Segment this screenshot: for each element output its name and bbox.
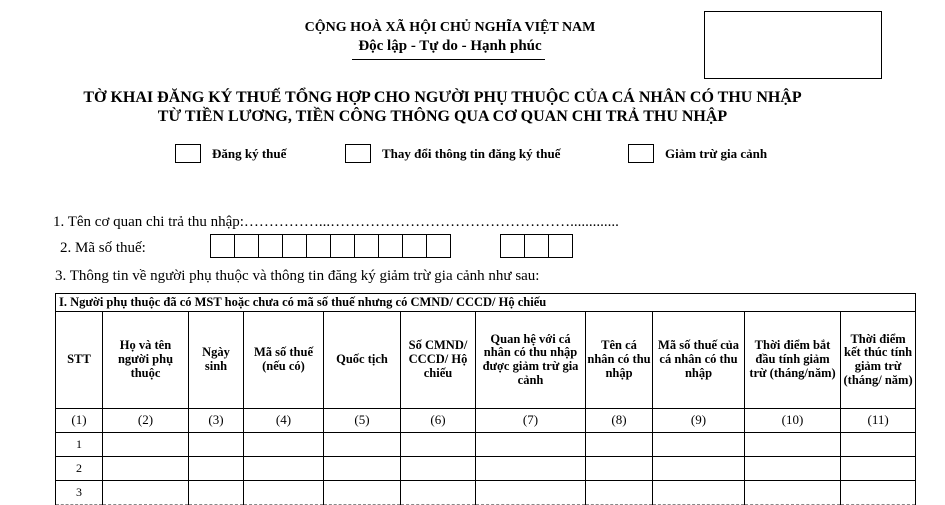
table-cell[interactable] (324, 457, 401, 481)
table-cell[interactable] (841, 457, 916, 481)
table-cell[interactable] (653, 457, 745, 481)
tax-code-digit[interactable] (426, 234, 451, 258)
table-cell[interactable] (586, 433, 653, 457)
deduction-label: Giảm trừ gia cảnh (665, 145, 768, 161)
table-section-title: I. Người phụ thuộc đã có MST hoặc chưa có mã số thuế nhưng có CMND/ CCCD/ Hộ chiếu (56, 294, 916, 312)
col-header: Thời điểm bắt đầu tính giảm trừ (tháng/năm) (745, 312, 841, 409)
col-header: Thời điểm kết thúc tính giảm trừ (tháng/ năm) (841, 312, 916, 409)
table-cell[interactable] (476, 481, 586, 505)
table-cell[interactable] (841, 433, 916, 457)
tax-code-branch-digit[interactable] (548, 234, 573, 258)
column-number-row (56, 409, 916, 433)
col-header: Ngày sinh (189, 312, 244, 409)
col-number: (10) (745, 409, 841, 433)
table-cell[interactable] (653, 481, 745, 505)
table-cell[interactable] (189, 433, 244, 457)
col-number: (4) (244, 409, 324, 433)
table-cell[interactable] (103, 433, 189, 457)
col-number: (6) (401, 409, 476, 433)
tax-code-digit[interactable] (234, 234, 259, 258)
tax-code-label: 2. Mã số thuế: (60, 240, 146, 256)
tax-code-branch-digit[interactable] (500, 234, 525, 258)
col-number: (3) (189, 409, 244, 433)
change-checkbox[interactable] (345, 144, 371, 163)
col-header: Quốc tịch (324, 312, 401, 409)
row-number: 1 (56, 433, 103, 457)
tax-code-digit[interactable] (258, 234, 283, 258)
table-cell[interactable] (745, 433, 841, 457)
table-cell[interactable] (103, 457, 189, 481)
col-header: Mã số thuế (nếu có) (244, 312, 324, 409)
table-cell[interactable] (586, 481, 653, 505)
col-header: Họ và tên người phụ thuộc (103, 312, 189, 409)
tax-code-branch-digit[interactable] (524, 234, 549, 258)
table-row (56, 481, 916, 505)
table-cell[interactable] (324, 433, 401, 457)
table-cell[interactable] (401, 481, 476, 505)
table-cell[interactable] (745, 457, 841, 481)
table-cell[interactable] (401, 457, 476, 481)
col-number: (8) (586, 409, 653, 433)
deduction-checkbox[interactable] (628, 144, 654, 163)
motto-underline (352, 59, 545, 60)
table-cell[interactable] (103, 481, 189, 505)
table-header-row (56, 312, 916, 409)
col-number: (5) (324, 409, 401, 433)
col-header: Mã số thuế của cá nhân có thu nhập (653, 312, 745, 409)
register-checkbox[interactable] (175, 144, 201, 163)
table-cell[interactable] (476, 457, 586, 481)
national-motto: Độc lập - Tự do - Hạnh phúc (358, 38, 542, 54)
change-label: Thay đổi thông tin đăng ký thuế (382, 145, 561, 161)
table-cell[interactable] (653, 433, 745, 457)
table-cell[interactable] (745, 481, 841, 505)
payer-name-field: 1. Tên cơ quan chi trả thu nhập:……………...…………………………………………............. (53, 214, 619, 230)
table-cell[interactable] (244, 433, 324, 457)
national-header: CỘNG HOÀ XÃ HỘI CHỦ NGHĨA VIỆT NAM (304, 20, 596, 35)
row-number: 2 (56, 457, 103, 481)
tax-code-digit[interactable] (210, 234, 235, 258)
col-number: (7) (476, 409, 586, 433)
col-header: Số CMND/ CCCD/ Hộ chiếu (401, 312, 476, 409)
col-number: (1) (56, 409, 103, 433)
register-label: Đăng ký thuế (212, 145, 287, 161)
table-cell[interactable] (841, 481, 916, 505)
col-header: Tên cá nhân có thu nhập (586, 312, 653, 409)
col-number: (2) (103, 409, 189, 433)
table-cell[interactable] (586, 457, 653, 481)
tax-code-digit[interactable] (306, 234, 331, 258)
table-row (56, 433, 916, 457)
tax-code-digit[interactable] (330, 234, 355, 258)
table-cell[interactable] (244, 481, 324, 505)
tax-code-digit[interactable] (378, 234, 403, 258)
option-deduction[interactable] (628, 144, 767, 163)
col-number: (9) (653, 409, 745, 433)
option-change[interactable] (345, 144, 560, 163)
table-row (56, 457, 916, 481)
col-header: STT (56, 312, 103, 409)
tax-code-branch-boxes[interactable] (501, 234, 573, 258)
table-cell[interactable] (244, 457, 324, 481)
col-header: Quan hệ với cá nhân có thu nhập được giảm trừ gia cảnh (476, 312, 586, 409)
table-cell[interactable] (324, 481, 401, 505)
form-title-line1: TỜ KHAI ĐĂNG KÝ THUẾ TỔNG HỢP CHO NGƯỜI PHỤ THUỘC CỦA CÁ NHÂN CÓ THU NHẬP (83, 89, 802, 106)
form-code-box (704, 11, 882, 79)
col-number: (11) (841, 409, 916, 433)
form-title-line2: TỪ TIỀN LƯƠNG, TIỀN CÔNG THÔNG QUA CƠ QUAN CHI TRẢ THU NHẬP (157, 108, 728, 125)
tax-code-digit[interactable] (402, 234, 427, 258)
table-cell[interactable] (401, 433, 476, 457)
dependents-intro: 3. Thông tin về người phụ thuộc và thông tin đăng ký giảm trừ gia cảnh như sau: (55, 268, 540, 284)
table-cell[interactable] (476, 433, 586, 457)
option-register[interactable] (175, 144, 286, 163)
tax-code-digit[interactable] (354, 234, 379, 258)
row-number: 3 (56, 481, 103, 505)
tax-code-digit[interactable] (282, 234, 307, 258)
dependents-table (55, 293, 916, 505)
table-cell[interactable] (189, 457, 244, 481)
tax-code-main-boxes[interactable] (211, 234, 451, 258)
table-cell[interactable] (189, 481, 244, 505)
